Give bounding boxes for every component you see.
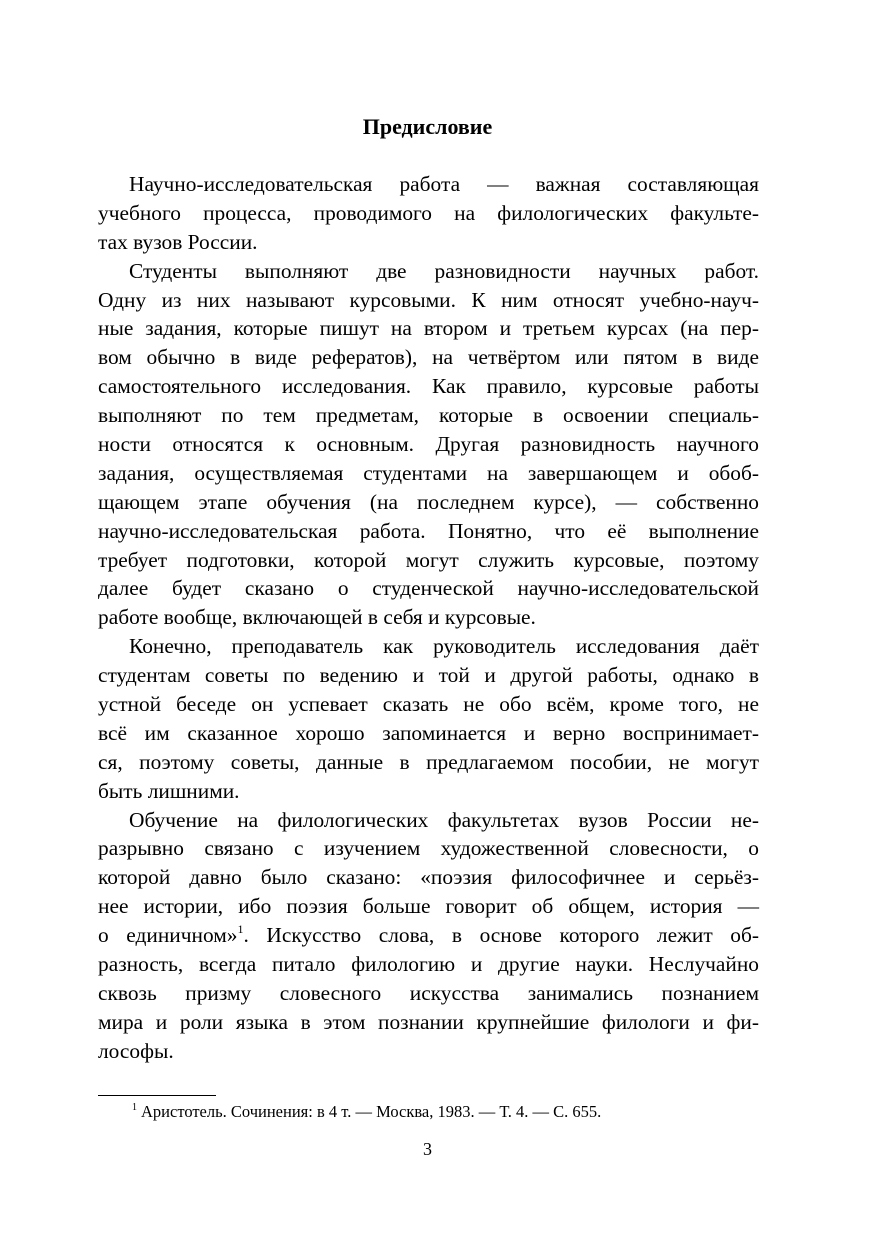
text-fragment: о единичном» xyxy=(98,923,238,948)
text-line: устной беседе он успевает сказать не обо всём, кроме того, не xyxy=(98,692,759,717)
text-line: разность, всегда питало филологию и другие науки. Неслучайно xyxy=(98,952,759,977)
text-line: студентам советы по ведению и той и другой работы, однако в xyxy=(98,663,759,688)
footnote-divider xyxy=(98,1095,216,1096)
text-line: научно-исследовательская работа. Понятно, что её выполнение xyxy=(98,518,759,543)
text-line: ные задания, которые пишут на втором и третьем курсах (на пер- xyxy=(98,316,759,341)
text-line: выполняют по тем предметам, которые в освоении специаль- xyxy=(98,403,759,428)
text-line: Научно-исследовательская работа — важная составляющая xyxy=(129,172,759,196)
footnote xyxy=(132,1101,601,1123)
text-line: далее будет сказано о студенческой научно-исследовательской xyxy=(98,576,759,601)
text-line: Студенты выполняют две разновидности научных работ. xyxy=(129,258,759,283)
page-number: 3 xyxy=(423,1139,432,1159)
text-line: ся, поэтому советы, данные в предлагаемом пособии, не могут xyxy=(98,749,759,774)
text-line: сквозь призму словесного искусства занимались познанием xyxy=(98,980,759,1005)
footnote-reference[interactable]: 1 xyxy=(237,922,244,937)
text-line: мира и роли языка в этом познании крупнейшие филологи и фи- xyxy=(98,1009,759,1034)
footnote-text: Аристотель. Сочинения: в 4 т. — Москва, 1983. — Т. 4. — С. 655. xyxy=(141,1102,602,1121)
text-fragment: . Искусство слова, в основе которого лежит об- xyxy=(243,923,759,948)
text-line: всё им сказанное хорошо запоминается и верно воспринимает- xyxy=(98,720,759,745)
text-line: вом обычно в виде рефератов), на четвёртом или пятом в виде xyxy=(98,345,759,370)
text-line-with-footnote-ref xyxy=(98,921,759,950)
text-line: нее истории, ибо поэзия больше говорит об общем, история — xyxy=(98,894,759,919)
body-text xyxy=(98,170,759,1066)
page-title: Предисловие xyxy=(362,114,493,139)
text-line: Обучение на филологических факультетах вузов России не- xyxy=(129,807,759,832)
text-line: задания, осуществляемая студентами на завершающем и обоб- xyxy=(98,460,759,485)
text-line: требует подготовки, которой могут служить курсовые, поэтому xyxy=(98,547,759,572)
text-line: разрывно связано с изучением художественной словесности, о xyxy=(98,836,759,861)
text-line: быть лишними. xyxy=(98,778,240,803)
text-line: работе вообще, включающей в себя и курсовые. xyxy=(98,605,536,630)
text-line: лософы. xyxy=(98,1038,174,1063)
footnote-number: 1 xyxy=(132,1102,137,1113)
text-line: которой давно было сказано: «поэзия философичнее и серьёз- xyxy=(98,865,759,890)
text-line: ности относятся к основным. Другая разновидность научного xyxy=(98,432,759,457)
text-line: Одну из них называют курсовыми. К ним относят учебно-науч- xyxy=(98,287,759,312)
text-line: учебного процесса, проводимого на филологических факульте- xyxy=(98,200,759,225)
text-line: самостоятельного исследования. Как правило, курсовые работы xyxy=(98,374,759,399)
text-line: тах вузов России. xyxy=(98,229,258,254)
text-line: щающем этапе обучения (на последнем курсе), — собственно xyxy=(98,489,759,514)
text-line: Конечно, преподаватель как руководитель исследования даёт xyxy=(129,634,759,659)
